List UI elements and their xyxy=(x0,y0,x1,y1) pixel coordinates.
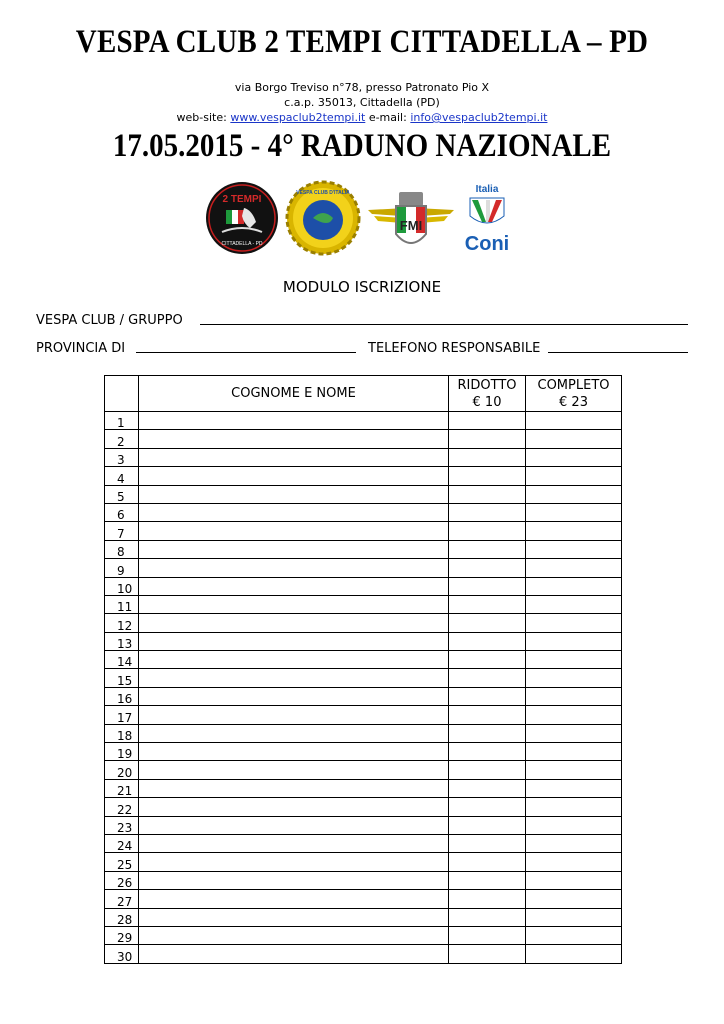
full-cell[interactable] xyxy=(526,430,622,448)
reduced-cell[interactable] xyxy=(449,743,526,761)
row-number: 11 xyxy=(105,595,139,613)
name-cell[interactable] xyxy=(139,467,449,485)
reduced-cell[interactable] xyxy=(449,926,526,944)
reduced-cell[interactable] xyxy=(449,651,526,669)
table-row xyxy=(105,779,622,797)
full-cell[interactable] xyxy=(526,485,622,503)
row-number: 30 xyxy=(105,945,139,963)
name-cell[interactable] xyxy=(139,669,449,687)
name-cell[interactable] xyxy=(139,485,449,503)
full-cell[interactable] xyxy=(526,706,622,724)
full-cell[interactable] xyxy=(526,724,622,742)
table-row xyxy=(105,595,622,613)
full-cell[interactable] xyxy=(526,614,622,632)
table-row xyxy=(105,430,622,448)
name-cell[interactable] xyxy=(139,540,449,558)
reduced-cell[interactable] xyxy=(449,430,526,448)
reduced-cell[interactable] xyxy=(449,614,526,632)
table-row xyxy=(105,485,622,503)
coni-top-text: Italia xyxy=(475,184,499,195)
table-row xyxy=(105,559,622,577)
full-cell[interactable] xyxy=(526,669,622,687)
full-cell[interactable] xyxy=(526,945,622,963)
reduced-cell[interactable] xyxy=(449,816,526,834)
fmi-logo-text: FMI xyxy=(399,218,423,233)
row-number: 20 xyxy=(105,761,139,779)
table-row xyxy=(105,540,622,558)
row-number: 26 xyxy=(105,871,139,889)
form-title: MODULO ISCRIZIONE xyxy=(282,278,442,296)
name-cell[interactable] xyxy=(139,816,449,834)
fmi-logo xyxy=(366,180,456,256)
row-number: 2 xyxy=(105,430,139,448)
reduced-header xyxy=(449,376,526,412)
table-row xyxy=(105,706,622,724)
full-header-label: COMPLETO xyxy=(537,377,610,393)
name-cell[interactable] xyxy=(139,706,449,724)
row-number: 25 xyxy=(105,853,139,871)
full-cell[interactable] xyxy=(526,522,622,540)
full-cell[interactable] xyxy=(526,779,622,797)
full-cell[interactable] xyxy=(526,798,622,816)
name-cell[interactable] xyxy=(139,503,449,521)
full-header xyxy=(526,376,622,412)
full-cell[interactable] xyxy=(526,926,622,944)
reduced-cell[interactable] xyxy=(449,559,526,577)
name-cell[interactable] xyxy=(139,595,449,613)
club-logo-sub: CITTADELLA - PD xyxy=(221,241,263,247)
reduced-header-price: € 10 xyxy=(472,394,502,410)
row-number: 16 xyxy=(105,687,139,705)
row-number: 7 xyxy=(105,522,139,540)
reduced-cell[interactable] xyxy=(449,779,526,797)
name-cell[interactable] xyxy=(139,761,449,779)
row-number: 6 xyxy=(105,503,139,521)
row-number: 18 xyxy=(105,724,139,742)
reduced-cell[interactable] xyxy=(449,522,526,540)
logo-strip xyxy=(0,180,724,256)
name-cell[interactable] xyxy=(139,430,449,448)
name-cell[interactable] xyxy=(139,945,449,963)
name-cell[interactable] xyxy=(139,577,449,595)
website-link[interactable]: www.vespaclub2tempi.it xyxy=(230,111,366,124)
full-cell[interactable] xyxy=(526,908,622,926)
reduced-cell[interactable] xyxy=(449,595,526,613)
reduced-cell[interactable] xyxy=(449,669,526,687)
name-cell[interactable] xyxy=(139,743,449,761)
reduced-cell[interactable] xyxy=(449,853,526,871)
reduced-cell[interactable] xyxy=(449,706,526,724)
table-row xyxy=(105,926,622,944)
table-row xyxy=(105,467,622,485)
table-row xyxy=(105,412,622,430)
name-cell[interactable] xyxy=(139,632,449,650)
row-number: 9 xyxy=(105,559,139,577)
table-row xyxy=(105,651,622,669)
row-number: 8 xyxy=(105,540,139,558)
name-cell[interactable] xyxy=(139,412,449,430)
full-cell[interactable] xyxy=(526,743,622,761)
event-title: 17.05.2015 - 4° RADUNO NAZIONALE xyxy=(112,128,612,164)
reduced-cell[interactable] xyxy=(449,448,526,466)
table-row xyxy=(105,614,622,632)
reduced-cell[interactable] xyxy=(449,834,526,852)
registration-table xyxy=(104,375,622,964)
province-input-line[interactable] xyxy=(136,352,356,353)
reduced-cell[interactable] xyxy=(449,908,526,926)
table-row xyxy=(105,853,622,871)
full-cell[interactable] xyxy=(526,834,622,852)
name-cell[interactable] xyxy=(139,926,449,944)
row-number: 27 xyxy=(105,890,139,908)
name-cell[interactable] xyxy=(139,798,449,816)
club-2tempi-logo xyxy=(204,180,280,256)
club-label: VESPA CLUB / GRUPPO xyxy=(36,313,183,328)
coni-bottom-text: Coni xyxy=(464,233,510,255)
table-row xyxy=(105,908,622,926)
row-number: 29 xyxy=(105,926,139,944)
name-cell[interactable] xyxy=(139,522,449,540)
table-row xyxy=(105,669,622,687)
reduced-cell[interactable] xyxy=(449,890,526,908)
name-cell[interactable] xyxy=(139,871,449,889)
full-cell[interactable] xyxy=(526,448,622,466)
table-row xyxy=(105,761,622,779)
table-row xyxy=(105,890,622,908)
reduced-cell[interactable] xyxy=(449,945,526,963)
reduced-cell[interactable] xyxy=(449,503,526,521)
table-row xyxy=(105,798,622,816)
table-row xyxy=(105,871,622,889)
name-cell[interactable] xyxy=(139,724,449,742)
website-label: web-site: xyxy=(176,111,227,124)
table-row xyxy=(105,577,622,595)
name-cell[interactable] xyxy=(139,779,449,797)
reduced-cell[interactable] xyxy=(449,485,526,503)
name-cell[interactable] xyxy=(139,853,449,871)
club-logo-text: 2 TEMPI xyxy=(222,194,262,205)
row-number: 17 xyxy=(105,706,139,724)
reduced-cell[interactable] xyxy=(449,761,526,779)
row-number: 4 xyxy=(105,467,139,485)
reduced-header-label: RIDOTTO xyxy=(457,377,517,393)
phone-label: TELEFONO RESPONSABILE xyxy=(368,341,541,356)
address-line: via Borgo Treviso n°78, presso Patronato Pio X xyxy=(234,81,490,94)
reduced-cell[interactable] xyxy=(449,632,526,650)
row-number: 24 xyxy=(105,834,139,852)
table-row xyxy=(105,503,622,521)
reduced-cell[interactable] xyxy=(449,871,526,889)
vci-logo-text: VESPA CLUB D'ITALIA xyxy=(296,190,350,196)
phone-input-line[interactable] xyxy=(548,352,688,353)
reduced-cell[interactable] xyxy=(449,540,526,558)
row-number: 12 xyxy=(105,614,139,632)
coni-logo xyxy=(456,180,518,256)
full-cell[interactable] xyxy=(526,651,622,669)
name-cell[interactable] xyxy=(139,651,449,669)
number-header xyxy=(105,376,139,412)
row-number: 21 xyxy=(105,779,139,797)
row-number: 14 xyxy=(105,651,139,669)
full-cell[interactable] xyxy=(526,816,622,834)
full-header-price: € 23 xyxy=(559,394,588,410)
table-row xyxy=(105,816,622,834)
province-label: PROVINCIA DI xyxy=(36,341,126,356)
name-cell[interactable] xyxy=(139,614,449,632)
cap-line: c.a.p. 35013, Cittadella (PD) xyxy=(284,96,440,109)
table-header-row xyxy=(105,376,622,412)
contact-line xyxy=(0,110,724,125)
row-number: 19 xyxy=(105,743,139,761)
full-cell[interactable] xyxy=(526,632,622,650)
row-number: 23 xyxy=(105,816,139,834)
table-row xyxy=(105,448,622,466)
full-cell[interactable] xyxy=(526,687,622,705)
name-cell[interactable] xyxy=(139,834,449,852)
full-cell[interactable] xyxy=(526,467,622,485)
row-number: 28 xyxy=(105,908,139,926)
vespa-club-italia-logo xyxy=(285,180,361,256)
club-title: VESPA CLUB 2 TEMPI CITTADELLA – PD xyxy=(75,24,649,60)
reduced-cell[interactable] xyxy=(449,798,526,816)
full-cell[interactable] xyxy=(526,871,622,889)
full-cell[interactable] xyxy=(526,559,622,577)
full-cell[interactable] xyxy=(526,595,622,613)
row-number: 3 xyxy=(105,448,139,466)
reduced-cell[interactable] xyxy=(449,724,526,742)
full-cell[interactable] xyxy=(526,412,622,430)
table-row xyxy=(105,724,622,742)
row-number: 10 xyxy=(105,577,139,595)
row-number: 5 xyxy=(105,485,139,503)
table-row xyxy=(105,743,622,761)
name-cell[interactable] xyxy=(139,687,449,705)
full-cell[interactable] xyxy=(526,577,622,595)
reduced-cell[interactable] xyxy=(449,412,526,430)
table-row xyxy=(105,522,622,540)
full-cell[interactable] xyxy=(526,540,622,558)
full-cell[interactable] xyxy=(526,761,622,779)
email-link[interactable]: info@vespaclub2tempi.it xyxy=(410,111,548,124)
name-header: COGNOME E NOME xyxy=(139,376,449,412)
name-cell[interactable] xyxy=(139,890,449,908)
club-input-line[interactable] xyxy=(200,324,688,325)
table-row xyxy=(105,632,622,650)
email-label: e-mail: xyxy=(368,111,407,124)
reduced-cell[interactable] xyxy=(449,687,526,705)
name-cell[interactable] xyxy=(139,448,449,466)
reduced-cell[interactable] xyxy=(449,577,526,595)
row-number: 13 xyxy=(105,632,139,650)
table-body xyxy=(105,412,622,964)
row-number: 15 xyxy=(105,669,139,687)
name-cell[interactable] xyxy=(139,559,449,577)
name-cell[interactable] xyxy=(139,908,449,926)
row-number: 22 xyxy=(105,798,139,816)
table-row xyxy=(105,945,622,963)
full-cell[interactable] xyxy=(526,890,622,908)
full-cell[interactable] xyxy=(526,503,622,521)
table-row xyxy=(105,687,622,705)
reduced-cell[interactable] xyxy=(449,467,526,485)
row-number: 1 xyxy=(105,412,139,430)
table-row xyxy=(105,834,622,852)
full-cell[interactable] xyxy=(526,853,622,871)
